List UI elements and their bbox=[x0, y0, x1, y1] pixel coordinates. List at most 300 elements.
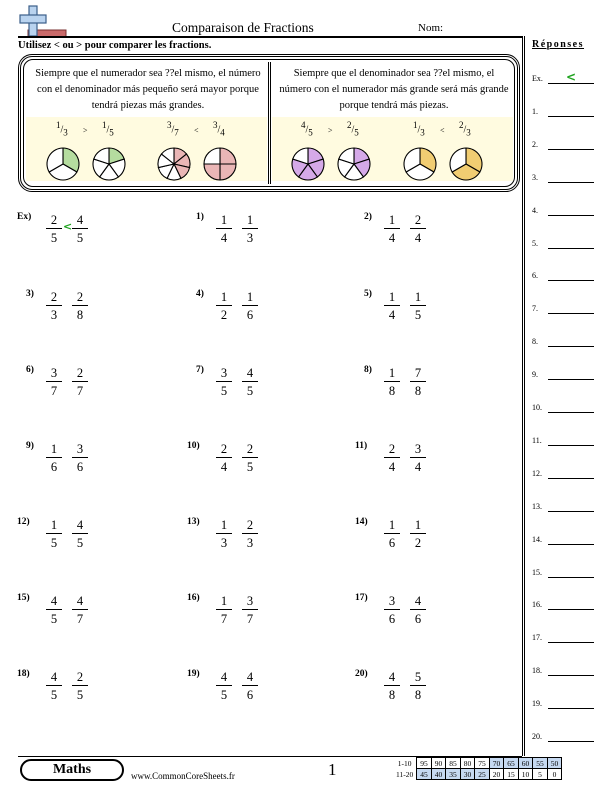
numerator: 3 bbox=[216, 366, 232, 382]
answer-line[interactable] bbox=[548, 577, 594, 578]
numerator: 4 bbox=[242, 670, 258, 686]
numerator: 3 bbox=[410, 442, 426, 458]
example-fraction: $^3/_7$ bbox=[167, 120, 179, 138]
numerator: 2 bbox=[46, 290, 62, 306]
numerator: 1 bbox=[410, 518, 426, 534]
fraction bbox=[384, 518, 400, 550]
numerator: 3 bbox=[72, 442, 88, 458]
denominator: 8 bbox=[414, 688, 422, 702]
answer-column-border bbox=[522, 36, 525, 756]
problem bbox=[190, 365, 300, 415]
numerator: 1 bbox=[384, 518, 400, 534]
example-operator: < bbox=[440, 126, 445, 135]
denominator: 6 bbox=[414, 612, 422, 626]
fraction-slash: / bbox=[60, 124, 64, 136]
problem-number: 10) bbox=[187, 441, 200, 451]
numerator: 1 bbox=[216, 213, 232, 229]
fraction bbox=[410, 670, 426, 702]
numerator: 4 bbox=[72, 518, 88, 534]
denominator: 8 bbox=[388, 688, 396, 702]
denominator: 3 bbox=[246, 536, 254, 550]
fraction bbox=[46, 213, 62, 245]
denominator: 4 bbox=[220, 460, 228, 474]
answer-line[interactable] bbox=[548, 445, 594, 446]
fraction bbox=[216, 290, 232, 322]
numerator: 4 bbox=[216, 670, 232, 686]
denominator: 7 bbox=[246, 612, 254, 626]
fraction-slash: / bbox=[463, 124, 467, 136]
site-url: www.CommonCoreSheets.fr bbox=[131, 771, 235, 781]
page-number: 1 bbox=[328, 760, 337, 779]
answer-row bbox=[532, 300, 594, 314]
answer-label: 18. bbox=[532, 666, 542, 676]
problem-number: 9) bbox=[26, 441, 34, 451]
answer-row bbox=[532, 136, 594, 150]
answer-row bbox=[532, 70, 594, 84]
example-fraction: $^1/_3$ bbox=[413, 120, 425, 138]
answer-label: 13. bbox=[532, 501, 542, 511]
problem-number: 8) bbox=[364, 365, 372, 375]
problem-number: 13) bbox=[187, 517, 200, 527]
numerator: 1 bbox=[46, 518, 62, 534]
fraction bbox=[72, 594, 88, 626]
example-operator: > bbox=[83, 126, 88, 135]
answer-label: 14. bbox=[532, 534, 542, 544]
fraction-pie-icon bbox=[156, 146, 192, 182]
numerator: 1 bbox=[216, 290, 232, 306]
fraction bbox=[72, 213, 88, 245]
denominator: 5 bbox=[50, 536, 58, 550]
numerator: 2 bbox=[242, 442, 258, 458]
example-text-left: Siempre que el numerador sea ??el mismo, el número con el denominador más pequeño será mayor porque tendrá piezas más grandes. bbox=[35, 68, 261, 111]
fraction-pie-icon bbox=[202, 146, 238, 182]
problem bbox=[20, 441, 130, 491]
fraction bbox=[242, 213, 258, 245]
fraction bbox=[384, 290, 400, 322]
fraction bbox=[242, 594, 258, 626]
answer-label: Ex. bbox=[532, 74, 543, 83]
fraction-pie-icon bbox=[45, 146, 81, 182]
problem-number: 14) bbox=[355, 517, 368, 527]
denominator: 5 bbox=[50, 231, 58, 245]
answer-row bbox=[532, 564, 594, 578]
problem-number: 18) bbox=[17, 669, 30, 679]
numerator: 2 bbox=[72, 290, 88, 306]
denominator: 7 bbox=[76, 612, 84, 626]
denominator: 8 bbox=[414, 384, 422, 398]
score-cell: 0 bbox=[547, 769, 562, 780]
answer-label: 12. bbox=[532, 468, 542, 478]
numerator: 4 bbox=[72, 213, 88, 229]
denominator: 6 bbox=[388, 612, 396, 626]
fraction bbox=[242, 290, 258, 322]
denominator: 4 bbox=[388, 231, 396, 245]
numerator: 1 bbox=[410, 290, 426, 306]
fraction bbox=[410, 366, 426, 398]
numerator: 4 bbox=[46, 670, 62, 686]
answer-label: 16. bbox=[532, 600, 542, 610]
problem-number: 11) bbox=[355, 441, 368, 451]
fraction-slash: / bbox=[305, 124, 309, 136]
score-cell: 10 bbox=[518, 769, 533, 780]
problem-number: 16) bbox=[187, 593, 200, 603]
fraction bbox=[72, 290, 88, 322]
score-cell: 5 bbox=[533, 769, 548, 780]
numerator: 1 bbox=[384, 213, 400, 229]
numerator: 3 bbox=[46, 366, 62, 382]
answer-label: 11. bbox=[532, 435, 542, 445]
score-cell: 15 bbox=[504, 769, 519, 780]
answer-row bbox=[532, 399, 594, 413]
numerator: 2 bbox=[242, 518, 258, 534]
answer-line[interactable] bbox=[548, 248, 594, 249]
score-cell: 70 bbox=[489, 758, 504, 769]
score-cell: 25 bbox=[475, 769, 490, 780]
answer-line[interactable] bbox=[548, 642, 594, 643]
numerator: 1 bbox=[216, 518, 232, 534]
answer-line[interactable] bbox=[548, 544, 594, 545]
denominator: 5 bbox=[246, 384, 254, 398]
fraction bbox=[410, 290, 426, 322]
page-title: Comparaison de Fractions bbox=[172, 20, 314, 35]
problem bbox=[355, 441, 468, 491]
problem bbox=[17, 593, 130, 643]
denominator: 5 bbox=[220, 384, 228, 398]
score-row bbox=[396, 758, 562, 769]
answer-line[interactable] bbox=[548, 182, 594, 183]
pie-slice bbox=[204, 164, 220, 180]
fraction bbox=[384, 594, 400, 626]
fraction bbox=[410, 442, 426, 474]
denominator: 5 bbox=[220, 688, 228, 702]
denominator: 7 bbox=[220, 612, 228, 626]
fraction bbox=[410, 213, 426, 245]
numerator: 2 bbox=[216, 442, 232, 458]
score-cell: 60 bbox=[518, 758, 533, 769]
answer-line[interactable] bbox=[548, 346, 594, 347]
denominator: 4 bbox=[414, 460, 422, 474]
problem-number: 17) bbox=[355, 593, 368, 603]
problem-number: 7) bbox=[196, 365, 204, 375]
answer-row bbox=[532, 695, 594, 709]
answer-label: 7. bbox=[532, 304, 538, 314]
answer-row bbox=[532, 728, 594, 742]
answer-line[interactable] bbox=[548, 280, 594, 281]
answer-line[interactable] bbox=[548, 511, 594, 512]
numerator: 2 bbox=[46, 213, 62, 229]
numerator: 2 bbox=[410, 213, 426, 229]
example-operator: < bbox=[194, 126, 199, 135]
example-fraction: $^1/_5$ bbox=[102, 120, 114, 138]
fraction bbox=[410, 518, 426, 550]
problem bbox=[20, 289, 130, 339]
numerator: 2 bbox=[384, 442, 400, 458]
fraction bbox=[46, 518, 62, 550]
denominator: 2 bbox=[414, 536, 422, 550]
numerator: 1 bbox=[242, 290, 258, 306]
fraction-pie-icon bbox=[402, 146, 438, 182]
score-cell: 45 bbox=[417, 769, 432, 780]
problem bbox=[358, 212, 468, 262]
example-text-right: Siempre que el denominador sea ??el mismo, el número con el numerador más grande será más grande porque tendrá más piezas. bbox=[279, 68, 509, 111]
denominator: 8 bbox=[76, 308, 84, 322]
answer-line[interactable] bbox=[548, 478, 594, 479]
problem bbox=[190, 212, 300, 262]
score-range-label: 11-20 bbox=[396, 769, 414, 779]
problem bbox=[187, 593, 300, 643]
fraction bbox=[216, 213, 232, 245]
answer-row bbox=[532, 267, 594, 281]
fraction bbox=[242, 366, 258, 398]
score-cell: 85 bbox=[446, 758, 461, 769]
problem-number: 12) bbox=[17, 517, 30, 527]
pie-slice bbox=[204, 148, 220, 164]
fraction bbox=[72, 366, 88, 398]
numerator: 2 bbox=[72, 670, 88, 686]
denominator: 5 bbox=[50, 688, 58, 702]
answer-row bbox=[532, 531, 594, 545]
numerator: 4 bbox=[410, 594, 426, 610]
fraction-slash: / bbox=[106, 124, 110, 136]
denominator: 5 bbox=[414, 308, 422, 322]
numerator: 2 bbox=[72, 366, 88, 382]
answer-row bbox=[532, 103, 594, 117]
problem-number: 1) bbox=[196, 212, 204, 222]
score-cell: 95 bbox=[417, 758, 432, 769]
subject-badge: Maths bbox=[20, 759, 124, 781]
problem-number: 4) bbox=[196, 289, 204, 299]
answer-value: < bbox=[565, 70, 577, 84]
fraction-pie-icon bbox=[290, 146, 326, 182]
fraction bbox=[384, 670, 400, 702]
problem-number: Ex) bbox=[17, 212, 32, 222]
numerator: 4 bbox=[384, 670, 400, 686]
denominator: 2 bbox=[220, 308, 228, 322]
numerator: 3 bbox=[384, 594, 400, 610]
score-cell: 80 bbox=[460, 758, 475, 769]
fraction bbox=[46, 290, 62, 322]
fraction-slash: / bbox=[171, 124, 175, 136]
answer-row bbox=[532, 432, 594, 446]
denominator: 6 bbox=[50, 460, 58, 474]
fraction bbox=[72, 670, 88, 702]
problem-number: 6) bbox=[26, 365, 34, 375]
denominator: 5 bbox=[76, 536, 84, 550]
denominator: 4 bbox=[388, 308, 396, 322]
answer-row bbox=[532, 202, 594, 216]
example-divider bbox=[268, 62, 271, 184]
answer-label: 5. bbox=[532, 238, 538, 248]
denominator: 3 bbox=[220, 536, 228, 550]
answer-line[interactable] bbox=[548, 609, 594, 610]
answer-label: 1. bbox=[532, 106, 538, 116]
answer-row bbox=[532, 235, 594, 249]
numerator: 4 bbox=[242, 366, 258, 382]
fraction bbox=[410, 594, 426, 626]
denominator: 4 bbox=[388, 460, 396, 474]
fraction-pie-icon bbox=[336, 146, 372, 182]
problem-number: 20) bbox=[355, 669, 368, 679]
answer-label: 6. bbox=[532, 271, 538, 281]
problem bbox=[17, 517, 130, 567]
answer-label: 17. bbox=[532, 633, 542, 643]
answers-title: Réponses bbox=[532, 39, 585, 50]
numerator: 4 bbox=[72, 594, 88, 610]
problem bbox=[187, 441, 300, 491]
score-cell: 65 bbox=[504, 758, 519, 769]
fraction-slash: / bbox=[217, 124, 221, 136]
answer-line[interactable] bbox=[548, 149, 594, 150]
answer-label: 8. bbox=[532, 337, 538, 347]
fraction bbox=[242, 518, 258, 550]
problem-number: 2) bbox=[364, 212, 372, 222]
denominator: 5 bbox=[76, 231, 84, 245]
numerator: 7 bbox=[410, 366, 426, 382]
fraction bbox=[46, 594, 62, 626]
example-fraction: $^2/_5$ bbox=[347, 120, 359, 138]
fraction bbox=[46, 670, 62, 702]
example-problem bbox=[17, 212, 130, 262]
fraction bbox=[384, 213, 400, 245]
problem bbox=[20, 365, 130, 415]
denominator: 7 bbox=[76, 384, 84, 398]
answer-row bbox=[532, 596, 594, 610]
numerator: 1 bbox=[384, 290, 400, 306]
denominator: 5 bbox=[246, 460, 254, 474]
example-fraction: $^3/_4$ bbox=[213, 120, 225, 138]
problem bbox=[17, 669, 130, 719]
fraction bbox=[242, 442, 258, 474]
score-cell: 90 bbox=[431, 758, 446, 769]
example-fraction: $^2/_3$ bbox=[459, 120, 471, 138]
answer-line[interactable] bbox=[548, 215, 594, 216]
answer-row bbox=[532, 465, 594, 479]
fraction bbox=[216, 670, 232, 702]
numerator: 3 bbox=[242, 594, 258, 610]
numerator: 1 bbox=[242, 213, 258, 229]
header-rule bbox=[18, 36, 522, 38]
problem bbox=[187, 517, 300, 567]
fraction bbox=[216, 366, 232, 398]
fraction bbox=[46, 366, 62, 398]
answer-label: 9. bbox=[532, 370, 538, 380]
fraction-slash: / bbox=[417, 124, 421, 136]
score-cell: 20 bbox=[489, 769, 504, 780]
problem bbox=[355, 593, 468, 643]
numerator: 1 bbox=[384, 366, 400, 382]
problem bbox=[355, 517, 468, 567]
answer-line[interactable] bbox=[548, 116, 594, 117]
problem bbox=[358, 289, 468, 339]
fraction bbox=[216, 594, 232, 626]
answer-line[interactable] bbox=[548, 708, 594, 709]
example-answer-symbol: < bbox=[63, 220, 73, 233]
score-row bbox=[396, 769, 562, 780]
fraction-pie-icon bbox=[91, 146, 127, 182]
answer-line[interactable] bbox=[548, 313, 594, 314]
denominator: 3 bbox=[50, 308, 58, 322]
problem bbox=[190, 289, 300, 339]
answer-label: 4. bbox=[532, 205, 538, 215]
problem-number: 3) bbox=[26, 289, 34, 299]
instructions: Utilisez < ou > pour comparer les fractions. bbox=[18, 40, 212, 51]
problem-number: 19) bbox=[187, 669, 200, 679]
numerator: 5 bbox=[410, 670, 426, 686]
score-cell: 75 bbox=[475, 758, 490, 769]
problem bbox=[187, 669, 300, 719]
score-range-label: 1-10 bbox=[397, 758, 412, 768]
fraction bbox=[216, 442, 232, 474]
denominator: 6 bbox=[388, 536, 396, 550]
example-fraction: $^1/_3$ bbox=[56, 120, 68, 138]
answer-label: 19. bbox=[532, 699, 542, 709]
answer-line[interactable] bbox=[548, 741, 594, 742]
denominator: 3 bbox=[246, 231, 254, 245]
numerator: 1 bbox=[46, 442, 62, 458]
score-cell: 35 bbox=[446, 769, 461, 780]
problem-number: 5) bbox=[364, 289, 372, 299]
answer-row bbox=[532, 629, 594, 643]
answer-row bbox=[532, 498, 594, 512]
answer-line[interactable] bbox=[548, 412, 594, 413]
answer-line[interactable] bbox=[548, 379, 594, 380]
pie-slice bbox=[220, 164, 236, 180]
answer-label: 3. bbox=[532, 172, 538, 182]
score-table bbox=[396, 757, 562, 780]
answer-row bbox=[532, 169, 594, 183]
name-label: Nom: bbox=[418, 22, 444, 34]
answer-row bbox=[532, 662, 594, 676]
score-cell: 40 bbox=[431, 769, 446, 780]
fraction-pie-icon bbox=[448, 146, 484, 182]
numerator: 1 bbox=[216, 594, 232, 610]
fraction bbox=[384, 442, 400, 474]
fraction bbox=[216, 518, 232, 550]
denominator: 6 bbox=[246, 688, 254, 702]
denominator: 8 bbox=[388, 384, 396, 398]
problem-number: 15) bbox=[17, 593, 30, 603]
answer-row bbox=[532, 366, 594, 380]
score-cell: 30 bbox=[460, 769, 475, 780]
numerator: 4 bbox=[46, 594, 62, 610]
denominator: 4 bbox=[220, 231, 228, 245]
fraction bbox=[242, 670, 258, 702]
answer-label: 15. bbox=[532, 567, 542, 577]
denominator: 5 bbox=[76, 688, 84, 702]
denominator: 7 bbox=[50, 384, 58, 398]
problem bbox=[355, 669, 468, 719]
score-cell: 50 bbox=[547, 758, 562, 769]
score-cell: 55 bbox=[533, 758, 548, 769]
fraction bbox=[46, 442, 62, 474]
problem bbox=[358, 365, 468, 415]
example-operator: > bbox=[328, 126, 333, 135]
answer-line[interactable] bbox=[548, 675, 594, 676]
denominator: 6 bbox=[76, 460, 84, 474]
fraction-slash: / bbox=[351, 124, 355, 136]
fraction bbox=[72, 442, 88, 474]
answer-label: 10. bbox=[532, 403, 542, 412]
fraction bbox=[72, 518, 88, 550]
pie-slice bbox=[220, 148, 236, 164]
fraction bbox=[384, 366, 400, 398]
example-fraction: $^4/_5$ bbox=[301, 120, 313, 138]
plus-logo-icon bbox=[18, 4, 70, 38]
denominator: 6 bbox=[246, 308, 254, 322]
answer-row bbox=[532, 333, 594, 347]
answer-label: 2. bbox=[532, 139, 538, 149]
denominator: 4 bbox=[414, 231, 422, 245]
